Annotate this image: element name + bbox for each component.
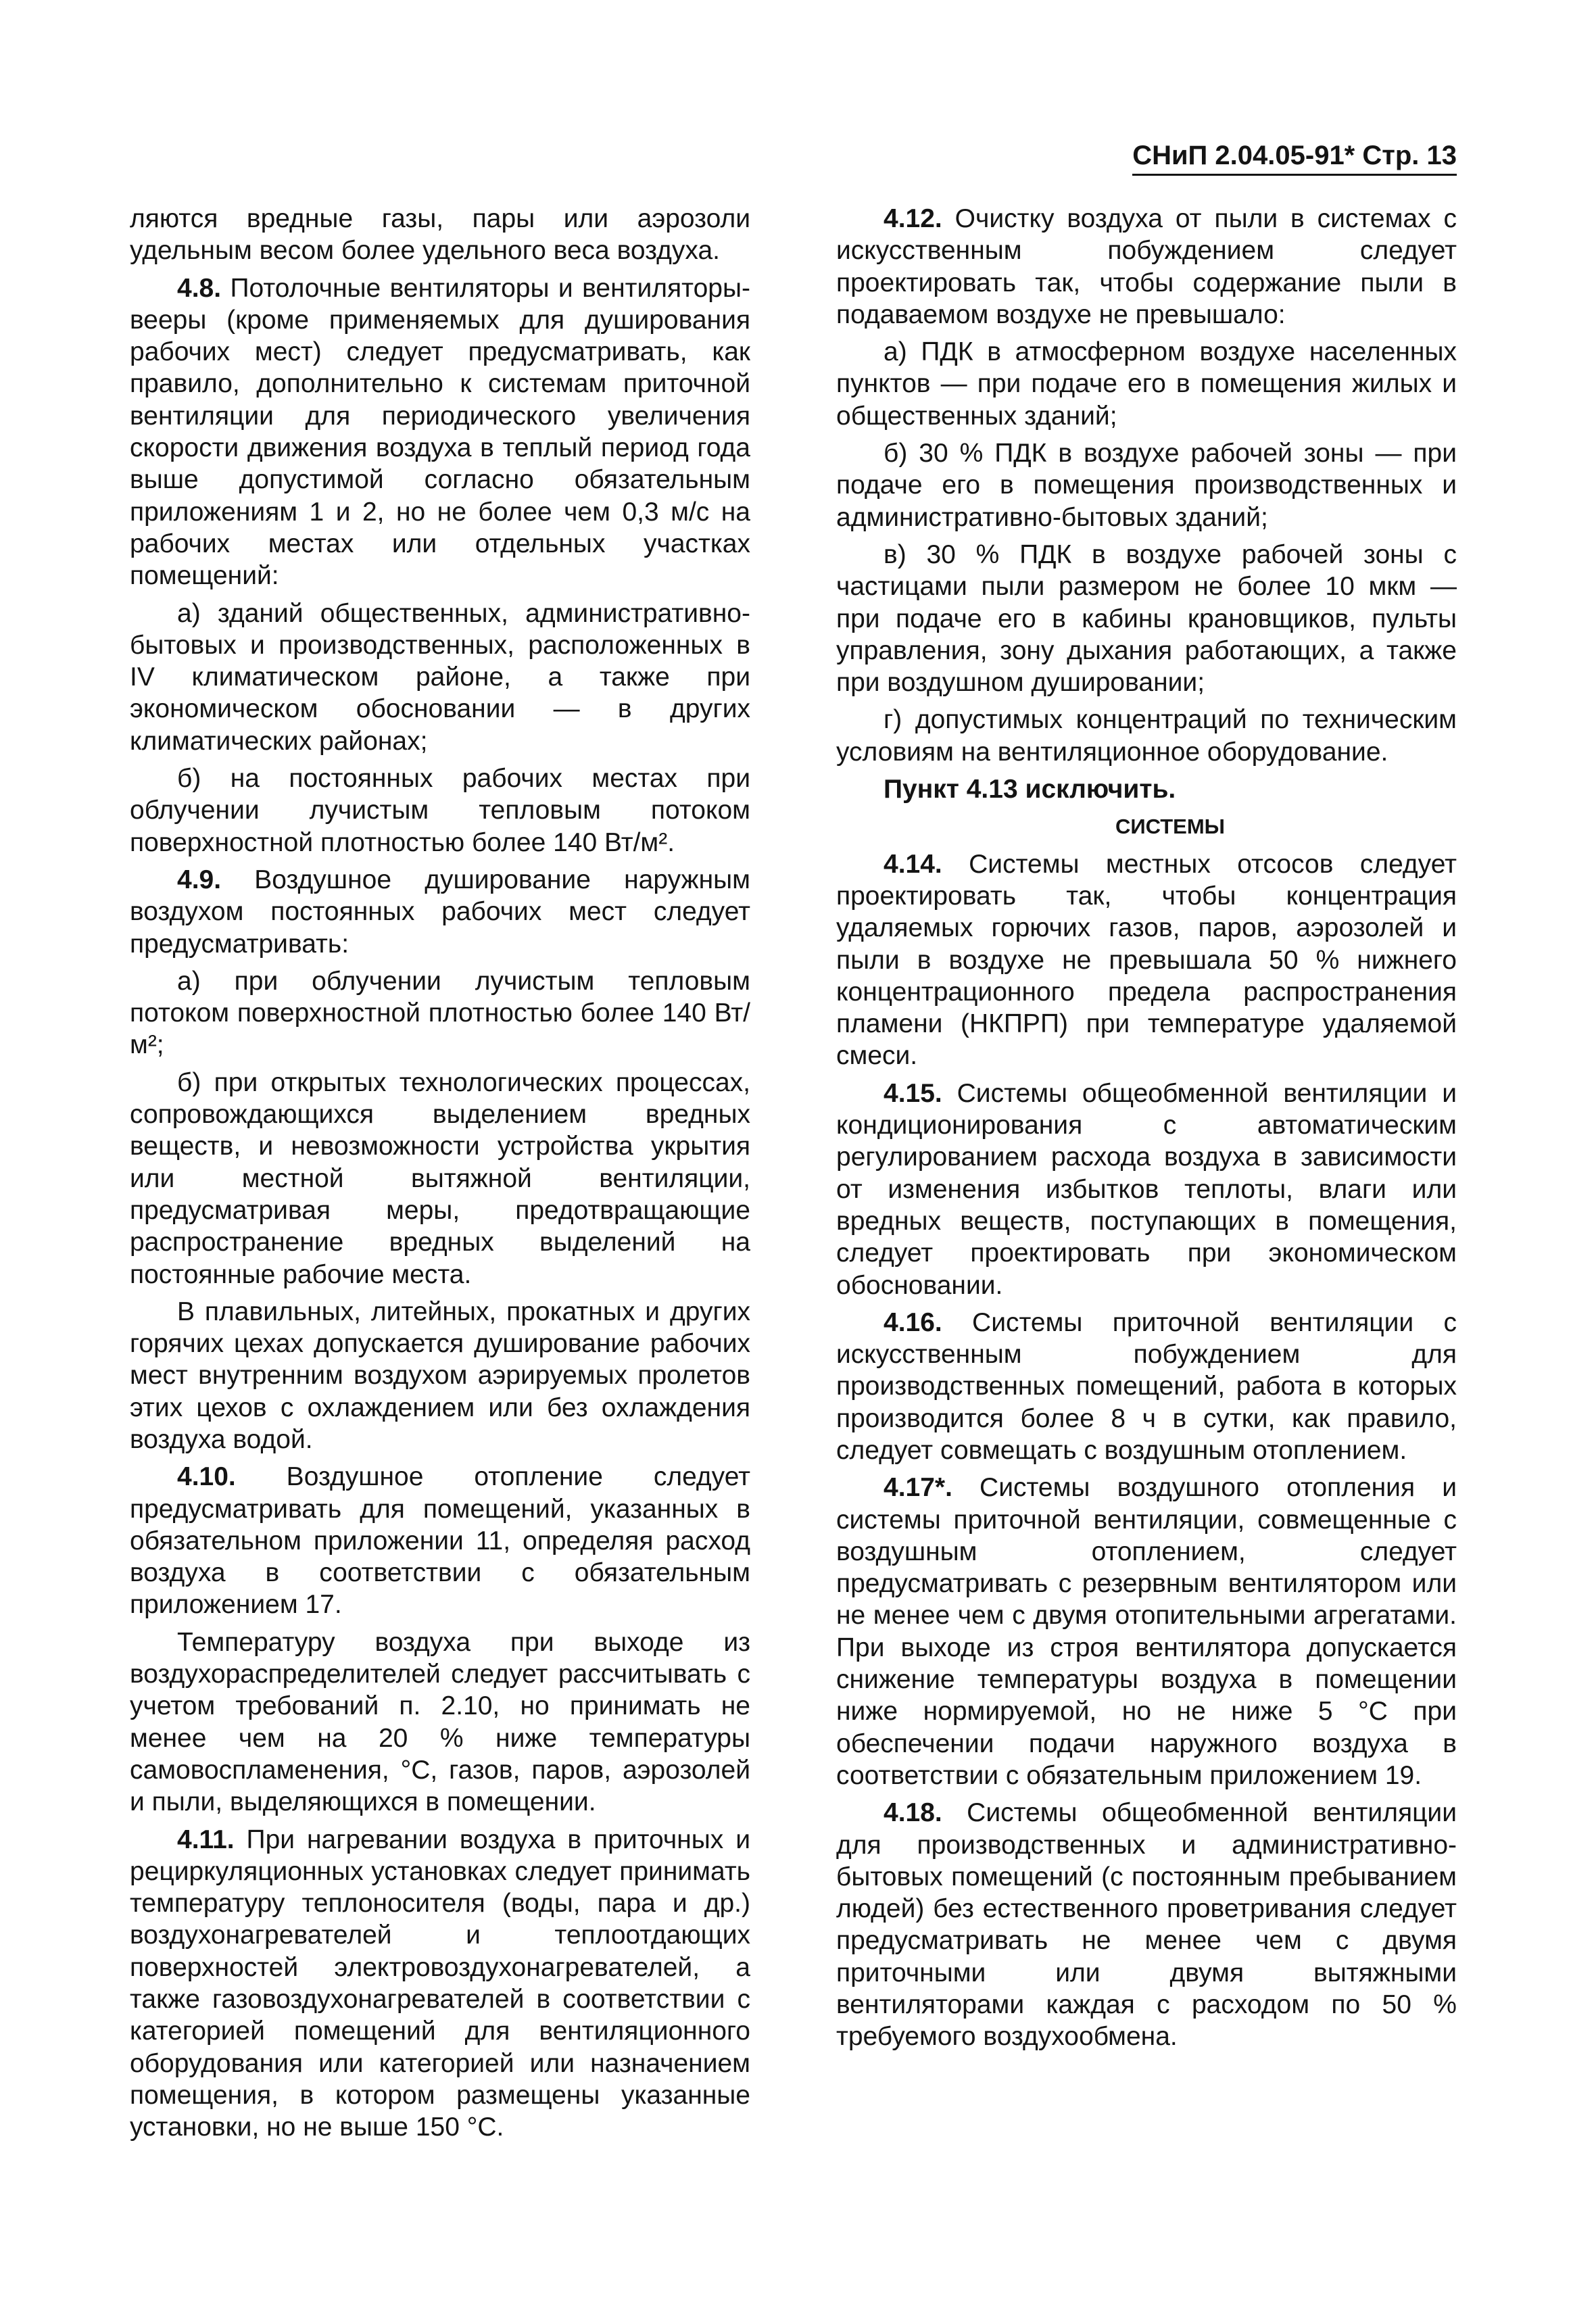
paragraph-text: б) при открытых технологических процессах, сопровождающихся выделением вредных веществ, и невозможности устройства укрытия или местной вытяжной вентиляции, предусматривая меры, предотвращающие распространение вредных выделений на постоянные рабочие места. bbox=[130, 1067, 750, 1289]
paragraph bbox=[130, 1626, 750, 1818]
right-column bbox=[836, 203, 1457, 2058]
paragraph-text: Потолочные вентиляторы и вентиляторы-вееры (кроме применяемых для душирования рабочих мест) следует предусматривать, как правило, дополнительно к системам приточной вентиляции для периодического увеличения скорости движения воздуха в теплый период года выше допустимой согласно обязательным приложениям 1 и 2, но не более чем 0,3 м/с на рабочих местах или отдельных участках помещений: bbox=[130, 273, 750, 591]
paragraph-text: Системы местных отсосов следует проектировать так, чтобы концентрация удаляемых горючих газов, паров, аэрозолей и пыли в воздухе не превышала 50 % нижнего концентрационного предела распространения пламени (НКПРП) при температуре удаляемой смеси. bbox=[836, 849, 1457, 1071]
clause-number: 4.9. bbox=[177, 865, 222, 894]
clause-number: 4.14. bbox=[884, 849, 942, 879]
paragraph bbox=[130, 763, 750, 859]
paragraph-text: а) зданий общественных, административно-бытовых и производственных, расположенных в IV климатическом районе, а также при экономическом обосновании — в других климатических районах; bbox=[130, 598, 750, 756]
paragraph bbox=[836, 773, 1457, 805]
paragraph bbox=[836, 1307, 1457, 1466]
paragraph bbox=[130, 598, 750, 757]
paragraph bbox=[130, 1296, 750, 1455]
paragraph-text: Воздушное отопление следует предусматривать для помещений, указанных в обязательном приложении 11, определяя расход воздуха в соответствии с обязательным приложением 17. bbox=[130, 1462, 750, 1620]
paragraph bbox=[836, 848, 1457, 1072]
paragraph-text: б) 30 % ПДК в воздухе рабочей зоны — при подаче его в помещения производственных и административно-бытовых зданий; bbox=[836, 439, 1457, 532]
paragraph bbox=[836, 539, 1457, 698]
paragraph bbox=[836, 1797, 1457, 2052]
section-heading: СИСТЕМЫ bbox=[1115, 815, 1226, 839]
paragraph-text: б) на постоянных рабочих местах при облучении лучистым тепловым потоком поверхностной плотностью более 140 Вт/м². bbox=[130, 764, 750, 857]
paragraph-text: г) допустимых концентраций по техническим условиям на вентиляционное оборудование. bbox=[836, 705, 1457, 767]
paragraph bbox=[130, 864, 750, 960]
paragraph bbox=[836, 437, 1457, 533]
paragraph bbox=[836, 704, 1457, 768]
paragraph-text: При нагревании воздуха в приточных и рециркуляционных установках следует принимать температуру теплоносителя (воды, пара и др.) воздухонагревателей и теплоотдающих поверхностей электровоздухонагревателей, а также газовоздухонагревателей в соответствии с категорией помещений для вентиляционного оборудования или категорией или назначением помещения, в котором размещены указанные установки, но не выше 150 °С. bbox=[130, 1825, 750, 2142]
paragraph-text: Воздушное душирование наружным воздухом постоянных рабочих мест следует предусматривать: bbox=[130, 865, 750, 959]
paragraph bbox=[130, 1461, 750, 1620]
clause-number: 4.8. bbox=[177, 273, 222, 303]
paragraph-text: Системы воздушного отопления и системы приточной вентиляции, совмещенные с воздушным отоплением, следует предусматривать с резервным вентилятором или не менее чем с двумя отопительными агрегатами. При выходе из строя вентилятора допускается снижение температуры воздуха в помещении ниже нормируемой, но не ниже 5 °С при обеспечении подачи наружного воздуха в соответствии с обязательным приложением 19. bbox=[836, 1473, 1457, 1790]
clause-number: 4.12. bbox=[884, 204, 942, 233]
paragraph-text: а) ПДК в атмосферном воздухе населенных пунктов — при подаче его в помещения жилых и общественных зданий; bbox=[836, 337, 1457, 431]
paragraph bbox=[130, 1067, 750, 1290]
paragraph-text: Пункт 4.13 исключить. bbox=[884, 775, 1176, 804]
paragraph-text: ляются вредные газы, пары или аэрозоли удельным весом более удельного веса воздуха. bbox=[130, 204, 750, 266]
paragraph-text: Системы общеобменной вентиляции и кондиционирования с автоматическим регулированием расхода воздуха в зависимости от изменения избытков теплоты, влаги или вредных веществ, поступающих в помещения, следует проектировать при экономическом обосновании. bbox=[836, 1078, 1457, 1300]
paragraph-text: В плавильных, литейных, прокатных и других горячих цехах допускается душирование рабочих мест внутренним воздухом аэрируемых пролетов этих цехов с охлаждением или без охлаждения воздуха водой. bbox=[130, 1297, 750, 1454]
clause-number: 4.10. bbox=[177, 1462, 236, 1492]
paragraph-text: Системы общеобменной вентиляции для производственных и административно-бытовых помещений (с постоянным пребыванием людей) без естественного проветривания следует предусматривать не менее чем с двумя приточными или двумя вытяжными вентиляторами каждая с расходом по 50 % требуемого воздухообмена. bbox=[836, 1798, 1457, 2052]
clause-number: 4.16. bbox=[884, 1307, 942, 1337]
paragraph-text: Температуру воздуха при выходе из воздухораспределителей следует рассчитывать с учетом требований п. 2.10, но принимать не менее чем на 20 % ниже температуры самовоспламенения, °С, газов, паров, аэрозолей и пыли, выделяющихся в помещении. bbox=[130, 1627, 750, 1817]
clause-number: 4.18. bbox=[884, 1798, 942, 1828]
paragraph bbox=[836, 336, 1457, 432]
paragraph bbox=[130, 965, 750, 1061]
page-header: СНиП 2.04.05-91* Стр. 13 bbox=[1132, 141, 1457, 176]
clause-number: 4.15. bbox=[884, 1078, 942, 1108]
paragraph bbox=[836, 1472, 1457, 1791]
paragraph-text: а) при облучении лучистым тепловым потоком поверхностной плотностью более 140 Вт/м²; bbox=[130, 966, 750, 1060]
paragraph-text: в) 30 % ПДК в воздухе рабочей зоны с частицами пыли размером не более 10 мкм — при подаче его в кабины крановщиков, пульты управления, зону дыхания работающих, а также при воздушном душировании; bbox=[836, 539, 1457, 698]
paragraph bbox=[836, 1078, 1457, 1301]
paragraph bbox=[836, 203, 1457, 331]
clause-number: 4.17*. bbox=[884, 1473, 952, 1503]
paragraph bbox=[130, 272, 750, 592]
paragraph bbox=[130, 1824, 750, 2144]
paragraph bbox=[130, 203, 750, 267]
paragraph-text: Очистку воздуха от пыли в системах с искусственным побуждением следует проектировать так, чтобы содержание пыли в подаваемом воздухе не превышало: bbox=[836, 204, 1457, 329]
clause-number: 4.11. bbox=[177, 1825, 235, 1854]
paragraph-text: Системы приточной вентиляции с искусственным побуждением для производственных помещений, работа в которых производится более 8 ч в сутки, как правило, следует совмещать с воздушным отоплением. bbox=[836, 1307, 1457, 1465]
left-column bbox=[130, 203, 750, 2149]
